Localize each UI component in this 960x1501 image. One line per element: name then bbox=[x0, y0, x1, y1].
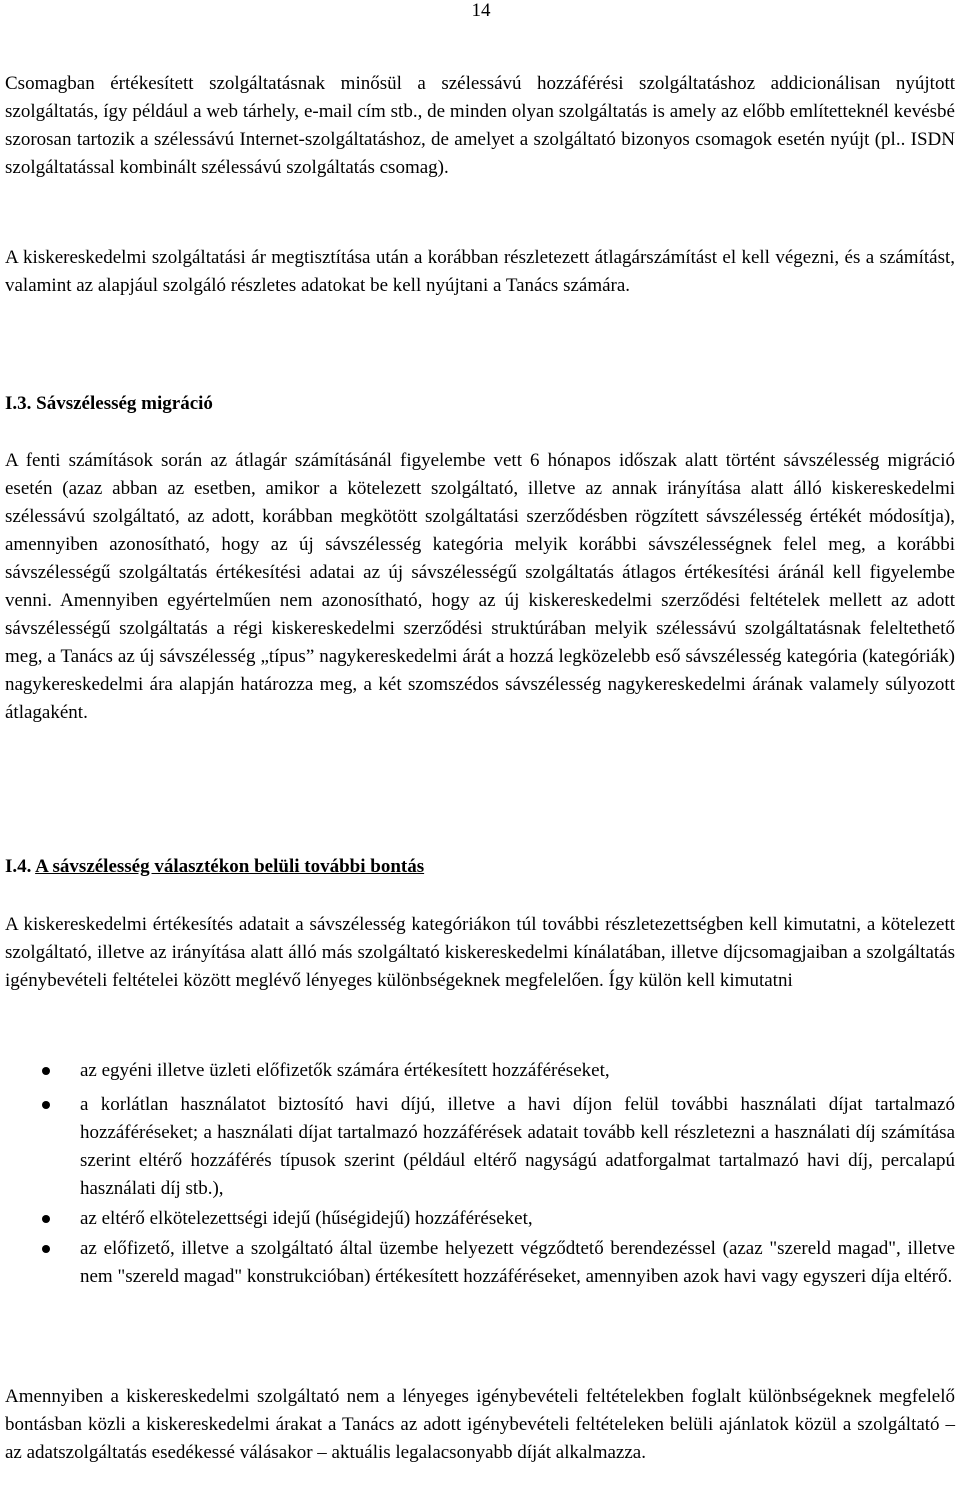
list-item bbox=[5, 1091, 955, 1203]
list-item-text: az eltérő elkötelezettségi idejű (hűségidejű) hozzáféréseket, bbox=[80, 1208, 533, 1229]
paragraph-bundled-services: Csomagban értékesített szolgáltatásnak minősül a szélessávú hozzáférési szolgáltatáshoz addicionálisan nyújtott szolgáltatás, így például a web tárhely, e-mail cím stb., de minden olyan szolgáltatás is amely az előbb említetteknél kevésbé szorosan tartozik a szélessávú Internet-szolgáltatáshoz, de amelyet a szolgáltató bizonyos csomagok esetén nyújt (pl.. ISDN szolgáltatással kombinált szélessávú szolgáltatás csomag). bbox=[5, 73, 955, 178]
list-item-text: az egyéni illetve üzleti előfizetők számára értékesített hozzáféréseket, bbox=[80, 1060, 610, 1081]
section-title: Sávszélesség migráció bbox=[36, 393, 213, 414]
section-number: I.4. bbox=[5, 856, 32, 877]
bullet-icon bbox=[42, 1245, 50, 1253]
bullet-icon bbox=[42, 1067, 50, 1075]
list-item-text: az előfizető, illetve a szolgáltató által üzembe helyezett végződtető berendezéssel (azaz "szereld magad", illetve nem "szereld magad" konstrukcióban) értékesített hozzáféréseket, amennyiben azok havi vagy egyszeri díja eltérő. bbox=[80, 1238, 955, 1287]
bullet-list bbox=[5, 1057, 955, 1291]
page-number: 14 bbox=[471, 0, 491, 21]
section-heading-i3 bbox=[5, 390, 955, 418]
bullet-icon bbox=[42, 1101, 50, 1109]
list-item-text: a korlátlan használatot biztosító havi díjú, illetve a havi díjon felül további használati díjat tartalmazó hozzáféréseket; a használati díjat tartalmazó hozzáférések adatait tovább kell részletezni a használati díj számítása szerint eltérő hozzáférés típusok szerint (például eltérő nagyságú adatforgalmat tartalmazó havi díj, percalapú használati díj stb.), bbox=[80, 1094, 955, 1199]
section-title: A sávszélesség választékon belüli további bontás bbox=[35, 856, 425, 877]
bullet-icon bbox=[42, 1215, 50, 1223]
list-item bbox=[5, 1235, 955, 1291]
section-heading-i4 bbox=[5, 853, 955, 881]
paragraph-breakdown: A kiskereskedelmi értékesítés adatait a sávszélesség kategóriákon túl további részletezettségben kell kimutatni, a kötelezett szolgáltató, illetve az irányítása alatt álló más szolgáltató kiskereskedelmi kínálatában, illetve díjcsomagjaiban a szolgáltatás igénybevételi feltételei között meglévő lényeges különbségeknek megfelelően. Így külön kell kimutatni bbox=[5, 914, 955, 991]
paragraph-migration: A fenti számítások során az átlagár számításánál figyelembe vett 6 hónapos időszak alatt történt sávszélesség migráció esetén (azaz abban az esetben, amikor a kötelezett szolgáltató, illetve az annak irányítása alatt álló kiskereskedelmi szélessávú szolgáltató, az adott, korábban megkötött szolgáltatási szerződésben rögzített sávszélesség értékét módosítja), amennyiben azonosítható, hogy az új sávszélesség kategória melyik korábbi sávszélességnek felel meg, a korábbi sávszélességű szolgáltatás értékesítési adatai az új sávszélességű szolgáltatás átlagos értékesítési áránál kell figyelembe venni. Amennyiben egyértelműen nem azonosítható, hogy az új kiskereskedelmi szerződési feltételek mellett az adott sávszélességű szolgáltatás a régi kiskereskedelmi szerződési struktúrában melyik szélessávú szolgáltatásnak feleltethető meg, a Tanács az új sávszélesség „típus” nagykereskedelmi árát a hozzá legközelebb eső sávszélesség kategória (kategóriák) nagykereskedelmi ára alapján határozza meg, a két szomszédos sávszélesség nagykereskedelmi árának valamely súlyozott átlagaként. bbox=[5, 450, 955, 723]
section-number: I.3. bbox=[5, 393, 32, 414]
paragraph-retail-price: A kiskereskedelmi szolgáltatási ár megtisztítása után a korábban részletezett átlagárszámítást el kell végezni, és a számítást, valamint az alapjául szolgáló részletes adatokat be kell nyújtani a Tanács számára. bbox=[5, 247, 955, 296]
paragraph-lowest-price: Amennyiben a kiskereskedelmi szolgáltató nem a lényeges igénybevételi feltételekben foglalt különbségeknek megfelelő bontásban közli a kiskereskedelmi árakat a Tanács az adott igénybevételi feltételeken belüli ajánlatok közül a szolgáltató – az adatszolgáltatás esedékessé válásakor – aktuális legalacsonyabb díját alkalmazza. bbox=[5, 1386, 955, 1463]
list-item bbox=[5, 1057, 955, 1085]
list-item bbox=[5, 1205, 955, 1233]
